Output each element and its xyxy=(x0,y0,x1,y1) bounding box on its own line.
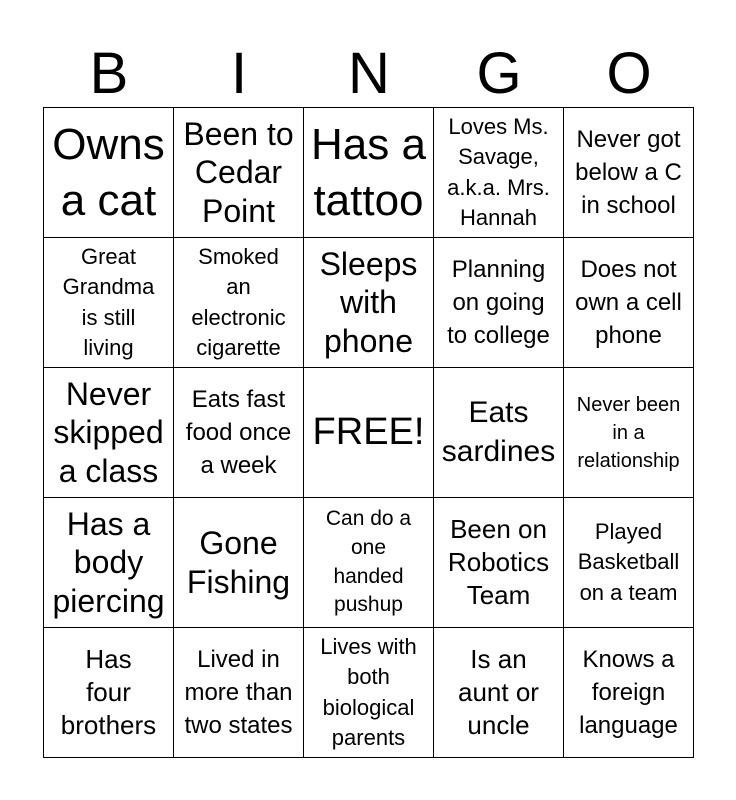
header-letter-o: O xyxy=(606,41,652,106)
cell-label: Great Grandma is still living xyxy=(62,243,155,360)
bingo-cell-r2c1[interactable] xyxy=(44,238,174,368)
bingo-cell-r4c4[interactable] xyxy=(434,498,564,628)
bingo-cell-r3c4[interactable] xyxy=(434,368,564,498)
cell-label: Lived in more than two states xyxy=(184,645,293,740)
cell-label: Eats fast food once a week xyxy=(185,385,292,480)
bingo-cell-r3c2[interactable] xyxy=(174,368,304,498)
cell-label: Owns a cat xyxy=(52,119,165,225)
bingo-cell-r4c2[interactable] xyxy=(174,498,304,628)
bingo-cell-r3c1[interactable] xyxy=(44,368,174,498)
bingo-cell-r2c4[interactable] xyxy=(434,238,564,368)
cell-label: Never got below a C in school xyxy=(575,125,682,220)
header-letter-i: I xyxy=(230,41,248,106)
header-letter-b: B xyxy=(89,41,129,106)
bingo-cell-r1c5[interactable] xyxy=(564,108,694,238)
cell-label: Has four brothers xyxy=(60,644,157,740)
cell-label: Gone Fishing xyxy=(186,525,291,600)
bingo-cell-r2c5[interactable] xyxy=(564,238,694,368)
cell-label: Been to Cedar Point xyxy=(183,116,294,229)
bingo-cell-r5c4[interactable] xyxy=(434,628,564,758)
bingo-board xyxy=(43,107,694,758)
cell-label: Eats sardines xyxy=(441,396,556,468)
cell-label: Has a body piercing xyxy=(52,506,165,619)
bingo-header xyxy=(44,42,694,106)
bingo-cell-r5c1[interactable] xyxy=(44,628,174,758)
bingo-cell-r3c5[interactable] xyxy=(564,368,694,498)
cell-label: Can do a one handed pushup xyxy=(325,506,412,617)
bingo-cell-r1c1[interactable] xyxy=(44,108,174,238)
cell-label: Has a tattoo xyxy=(311,119,426,225)
bingo-cell-r1c4[interactable] xyxy=(434,108,564,238)
cell-label: FREE! xyxy=(312,410,425,453)
bingo-cell-r5c5[interactable] xyxy=(564,628,694,758)
header-letter-g: G xyxy=(476,41,522,106)
bingo-cell-r4c3[interactable] xyxy=(304,498,434,628)
cell-label: Does not own a cell phone xyxy=(575,255,682,350)
bingo-cell-r5c2[interactable] xyxy=(174,628,304,758)
bingo-cell-r3c3[interactable] xyxy=(304,368,434,498)
cell-label: Played Basketball on a team xyxy=(577,518,680,605)
bingo-cell-r2c2[interactable] xyxy=(174,238,304,368)
cell-label: Never skipped a class xyxy=(53,376,164,489)
bingo-cell-r2c3[interactable] xyxy=(304,238,434,368)
cell-label: Knows a foreign language xyxy=(579,645,678,740)
cell-label: Been on Robotics Team xyxy=(447,514,550,610)
header-letter-n: N xyxy=(348,41,390,106)
bingo-cell-r4c5[interactable] xyxy=(564,498,694,628)
bingo-cell-r4c1[interactable] xyxy=(44,498,174,628)
cell-label: Loves Ms. Savage, a.k.a. Mrs. Hannah xyxy=(447,113,550,230)
bingo-cell-r1c2[interactable] xyxy=(174,108,304,238)
cell-label: Sleeps with phone xyxy=(319,246,418,359)
cell-label: Planning on going to college xyxy=(447,255,550,350)
bingo-cell-r5c3[interactable] xyxy=(304,628,434,758)
bingo-cell-r1c3[interactable] xyxy=(304,108,434,238)
cell-label: Smoked an electronic cigarette xyxy=(191,243,286,360)
cell-label: Is an aunt or uncle xyxy=(458,644,539,740)
cell-label: Never been in a relationship xyxy=(576,393,681,472)
cell-label: Lives with both biological parents xyxy=(320,633,417,750)
